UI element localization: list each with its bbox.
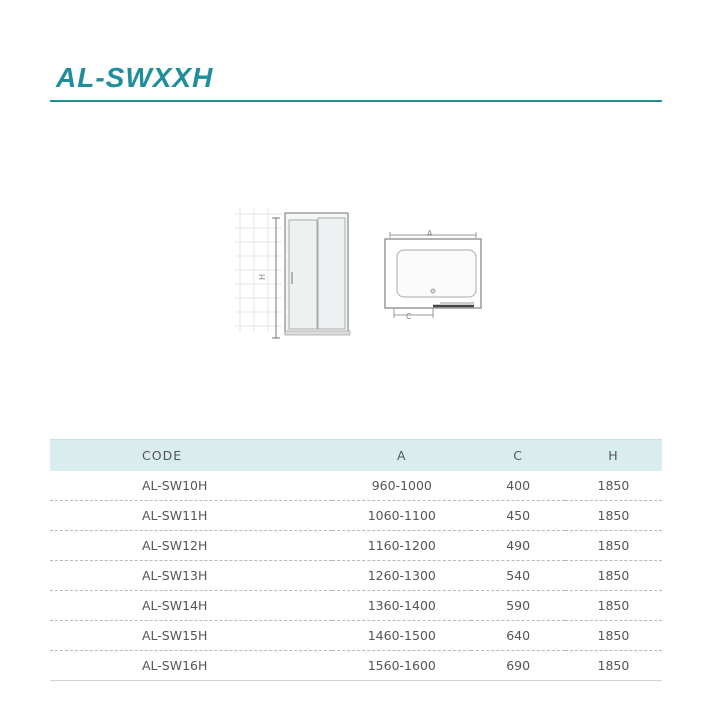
cell-h: 1850 [565,591,662,621]
shower-tray-top-view [380,222,490,322]
header-c: C [471,440,564,472]
cell-code: AL-SW12H [50,531,332,561]
title-divider [50,100,662,102]
header-code: CODE [50,440,332,472]
cell-c: 690 [471,651,564,681]
cell-h: 1850 [565,621,662,651]
dimension-table [50,439,662,681]
width-dimension-label: A [427,229,433,238]
table-header-row [50,440,662,472]
cell-c: 490 [471,531,564,561]
cell-code: AL-SW15H [50,621,332,651]
cell-a: 1160-1200 [332,531,471,561]
cell-a: 1560-1600 [332,651,471,681]
cell-c: 590 [471,591,564,621]
depth-dimension-label: C [406,312,412,321]
cell-a: 1060-1100 [332,501,471,531]
header-a: A [332,440,471,472]
cell-h: 1850 [565,561,662,591]
page-title: AL-SWXXH [56,62,214,93]
cell-h: 1850 [565,471,662,501]
cell-c: 450 [471,501,564,531]
table-row [50,531,662,561]
cell-a: 1460-1500 [332,621,471,651]
table-row [50,561,662,591]
cell-code: AL-SW10H [50,471,332,501]
cell-a: 960-1000 [332,471,471,501]
table-row [50,591,662,621]
table-row [50,501,662,531]
cell-c: 400 [471,471,564,501]
table-row [50,651,662,681]
cell-c: 640 [471,621,564,651]
cell-code: AL-SW16H [50,651,332,681]
cell-a: 1360-1400 [332,591,471,621]
shower-door-front-view [230,200,360,345]
cell-h: 1850 [565,651,662,681]
table-row [50,621,662,651]
cell-code: AL-SW13H [50,561,332,591]
cell-code: AL-SW11H [50,501,332,531]
table-row [50,471,662,501]
cell-c: 540 [471,561,564,591]
height-dimension-label: H [258,273,267,280]
cell-a: 1260-1300 [332,561,471,591]
cell-code: AL-SW14H [50,591,332,621]
cell-h: 1850 [565,501,662,531]
header-h: H [565,440,662,472]
cell-h: 1850 [565,531,662,561]
